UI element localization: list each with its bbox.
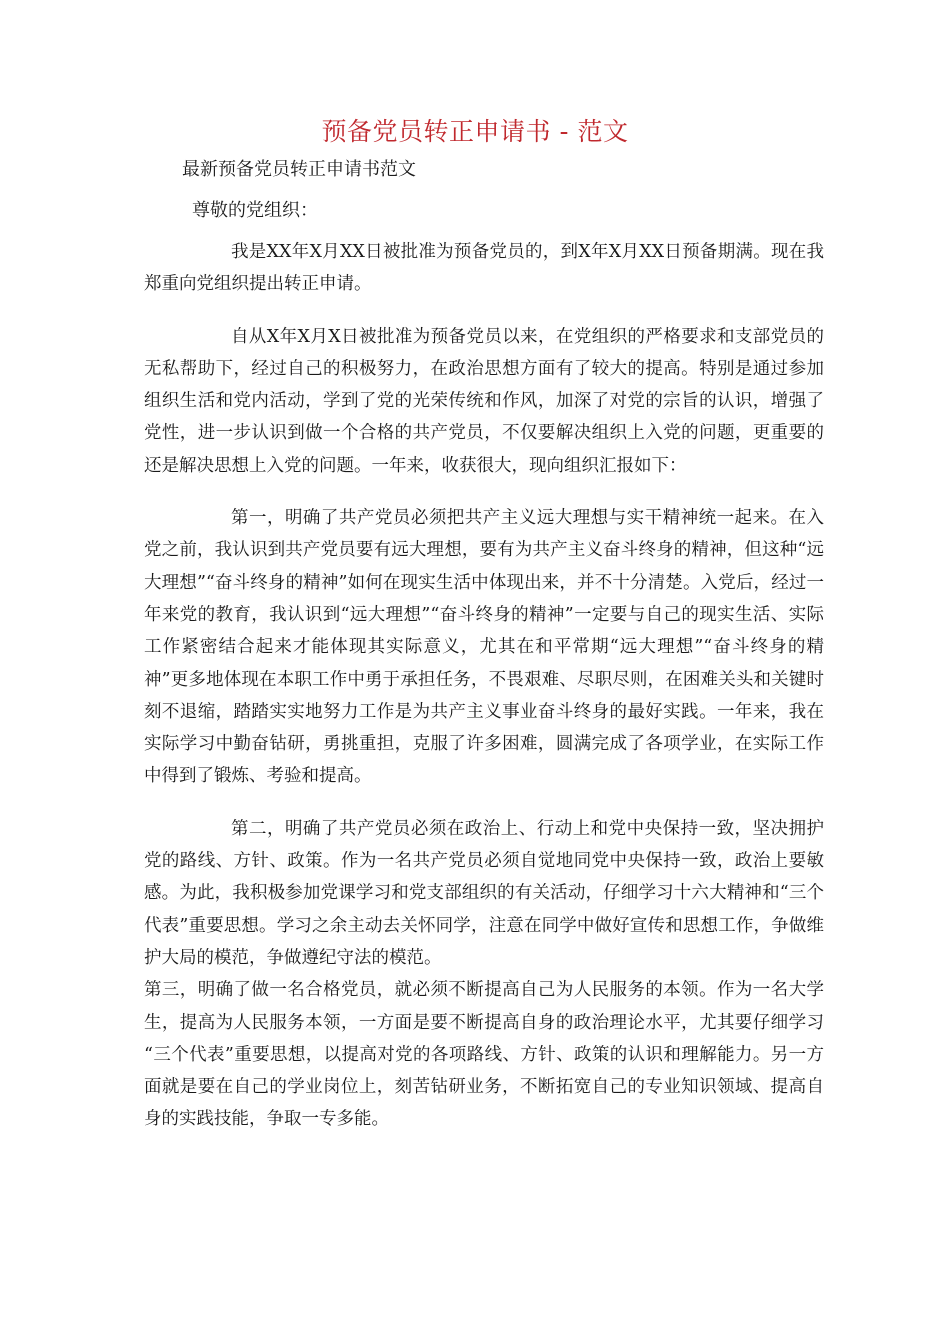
paragraph-third-point: 第三，明确了做一名合格党员，就必须不断提高自己为人民服务的本领。作为一名大学生，提高为人民服务本领，一方面是要不断提高自身的政治理论水平，尤其要仔细学习 “三个代表”重要思想，以提高对党的各项路线、方针、政策的认识和理解能力。另一方面就是要在自己的学业岗位上，刻苦钻研业务，不断拓宽自己的专业知识领域、提高自身的实践技能，争取一专多能。 <box>144 980 824 1130</box>
paragraph-first-point: 第一，明确了共产党员必须把共产主义远大理想与实干精神统一起来。在入党之前，我认识到共产党员要有远大理想，要有为共产主义奋斗终身的精神，但这种“远大理想”“奋斗终身的精神”如何在现实生活中体现出来，并不十分清楚。入党后，经过一年来党的教育，我认识到“远大理想”“奋斗终身的精神”一定要与自己的现实生活、实际工作紧密结合起来才能体现其实际意义，尤其在和平常期“远大理想”“奋斗终身的精神”更多地体现在本职工作中勇于承担任务，不畏艰难、尽职尽则，在困难关头和关键时刻不退缩，踏踏实实地努力工作是为共产主义事业奋斗终身的最好实践。一年来，我在实际学习中勤奋钻研，勇挑重担，克服了许多困难，圆满完成了各项学业，在实际工作中得到了锻炼、考验和提高。 <box>144 508 824 787</box>
paragraph-second-point: 第二，明确了共产党员必须在政治上、行动上和党中央保持一致，坚决拥护党的路线、方针、政策。作为一名共产党员必须自觉地同党中央保持一致，政治上要敏感。为此，我积极参加党课学习和党支部组织的有关活动，仔细学习十六大精神和“三个代表”重要思想。学习之余主动去关怀同学，注意在同学中做好宣传和思想工作，争做维护大局的模范，争做遵纪守法的模范。 <box>144 818 824 968</box>
paragraph-progress: 自从X年X月X日被批准为预备党员以来，在党组织的严格要求和支部党员的无私帮助下，经过自己的积极努力，在政治思想方面有了较大的提高。特别是通过参加组织生活和党内活动，学到了党的光荣传统和作风，加深了对党的宗旨的认识，增强了党性，进一步认识到做一个合格的共产党员，不仅要解决组织上入党的问题，更重要的还是解决思想上入党的问题。一年来，收获很大，现向组织汇报如下： <box>144 326 824 476</box>
letter-body <box>144 236 824 1136</box>
document-title: 预备党员转正申请书 - 范文 <box>321 117 629 146</box>
paragraph-application: 我是XX年X月XX日被批准为预备党员的，到X年X月XX日预备期满。现在我郑重向党组织提出转正申请。 <box>144 242 824 295</box>
document-subtitle: 最新预备党员转正申请书范文 <box>182 159 416 180</box>
salutation: 尊敬的党组织： <box>192 200 318 221</box>
